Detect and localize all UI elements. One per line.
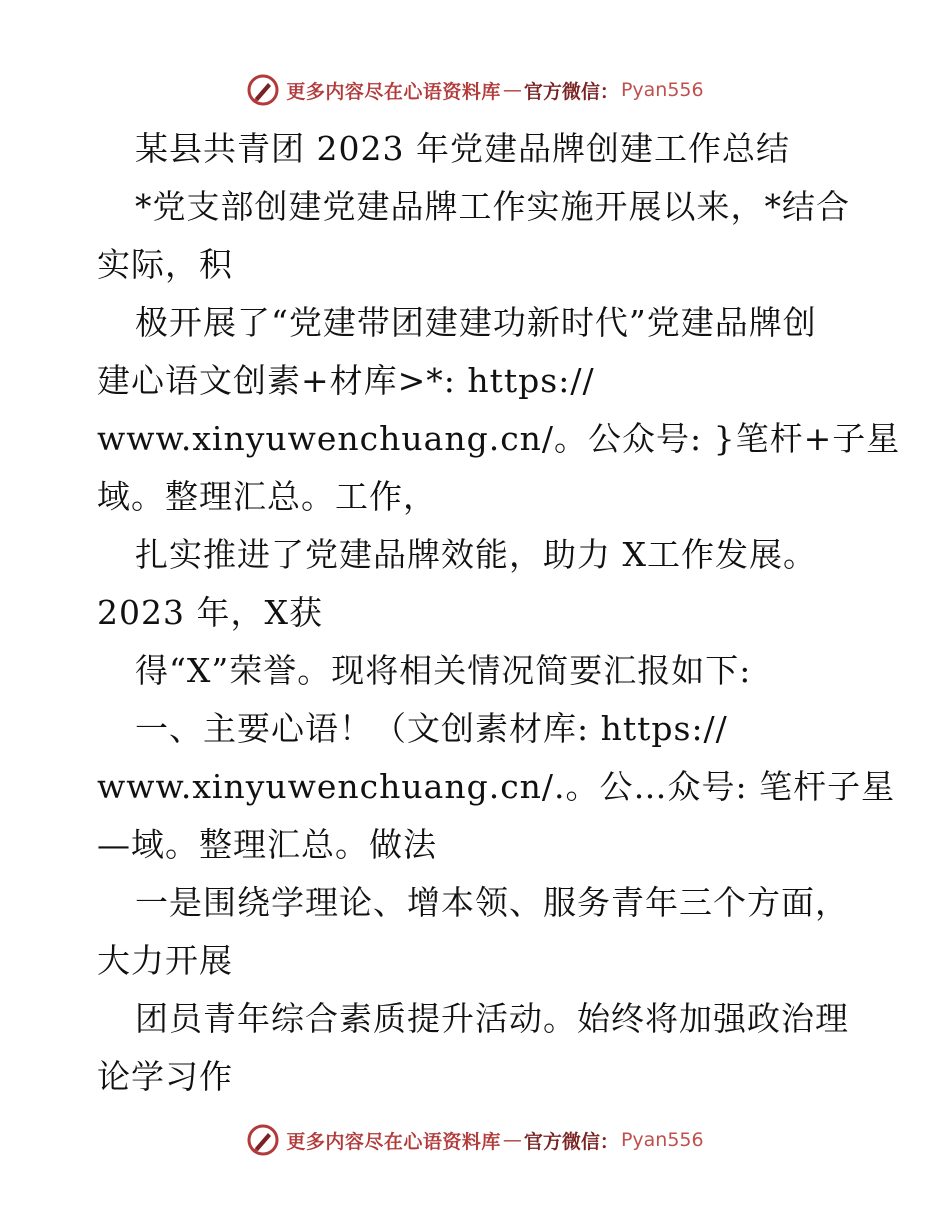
banner-wechat-id: Pyan556 <box>620 79 704 101</box>
doc-line: 极开展了“党建带团建建功新时代”党建品牌创 <box>135 303 817 342</box>
banner-title: 更多内容尽在心语资料库 <box>286 80 501 103</box>
doc-line: 团员青年综合素质提升活动。始终将加强政治理 <box>135 999 849 1038</box>
document-body <box>97 120 901 1106</box>
doc-line: 一是围绕学理论、增本领、服务青年三个方面， <box>135 883 849 922</box>
doc-line: 实际，积 <box>97 245 233 284</box>
doc-line: —域。整理汇总。做法 <box>97 825 437 864</box>
doc-line: *党支部创建党建品牌工作实施开展以来，*结合 <box>135 187 850 226</box>
doc-line: www.xinyuwenchuang.cn/。公众号: }笔杆+子星 <box>97 419 901 458</box>
pen-logo-icon <box>246 1123 280 1157</box>
doc-line: 论学习作 <box>97 1057 233 1096</box>
banner-dash: — <box>502 79 522 101</box>
header-banner <box>0 70 950 110</box>
doc-line: 得“X”荣誉。现将相关情况简要汇报如下: <box>135 651 752 690</box>
doc-line: 扎实推进了党建品牌效能，助力 X工作发展。 <box>135 535 817 574</box>
doc-line: www.xinyuwenchuang.cn/.。公…众号: 笔杆子星 <box>97 767 896 806</box>
footer-banner <box>0 1120 950 1160</box>
banner-wechat-id: Pyan556 <box>620 1129 704 1151</box>
banner-wechat-label: 官方微信： <box>523 80 619 103</box>
doc-title: 某县共青团 2023 年党建品牌创建工作总结 <box>135 129 790 168</box>
banner-dash: — <box>502 1129 522 1151</box>
doc-line: 域。整理汇总。工作， <box>97 477 437 516</box>
doc-line: 建心语文创素+材库>*: https:// <box>97 361 595 400</box>
doc-section-heading: 一、主要心语！（文创素材库: https:// <box>135 709 728 748</box>
banner-wechat-label: 官方微信： <box>523 1130 619 1153</box>
pen-logo-icon <box>246 73 280 107</box>
doc-line: 大力开展 <box>97 941 233 980</box>
doc-line: 2023 年，X获 <box>97 593 323 632</box>
banner-title: 更多内容尽在心语资料库 <box>286 1130 501 1153</box>
